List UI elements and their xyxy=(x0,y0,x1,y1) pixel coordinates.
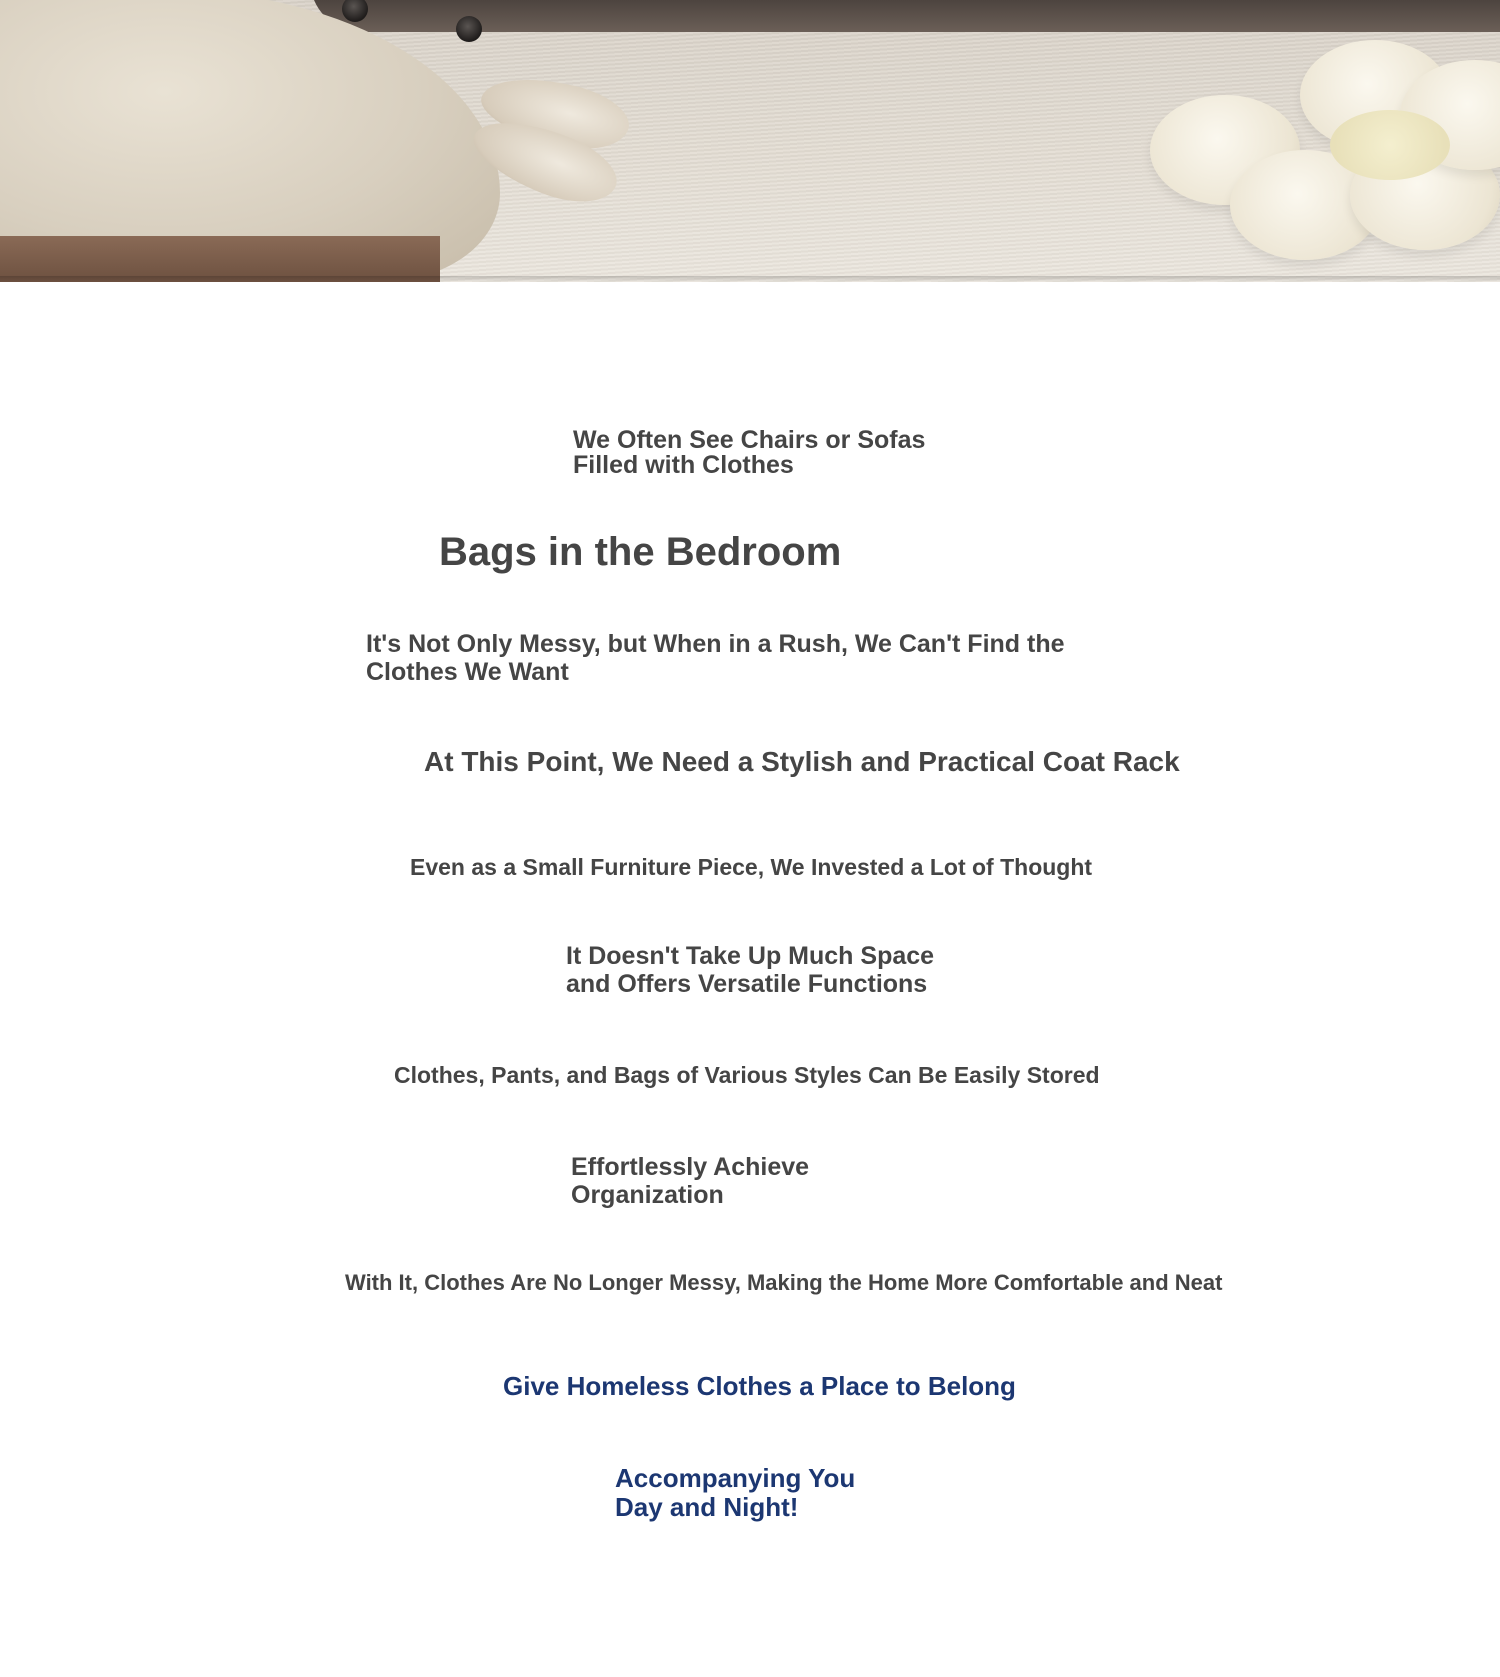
caster-wheel xyxy=(456,16,482,42)
furniture-bottom xyxy=(310,0,1500,32)
text-organization: Effortlessly Achieve Organization xyxy=(571,1153,810,1209)
text-home-neat: With It, Clothes Are No Longer Messy, Making the Home More Comfortable and Neat xyxy=(345,1270,1223,1295)
text-coat-rack-need: At This Point, We Need a Stylish and Practical Coat Rack xyxy=(424,746,1180,777)
headline-bags-bedroom: Bags in the Bedroom xyxy=(439,530,842,574)
text-space-functions: It Doesn't Take Up Much Space and Offers Versatile Functions xyxy=(566,942,935,998)
hero-image xyxy=(0,0,1500,282)
cushion-center xyxy=(1330,110,1450,180)
text-small-furniture: Even as a Small Furniture Piece, We Invested a Lot of Thought xyxy=(410,854,1093,880)
headline-chairs-sofas: We Often See Chairs or Sofas Filled with Clothes xyxy=(573,426,926,479)
text-place-to-belong: Give Homeless Clothes a Place to Belong xyxy=(503,1371,1016,1401)
text-storage-styles: Clothes, Pants, and Bags of Various Styles Can Be Easily Stored xyxy=(394,1062,1100,1088)
text-messy-rush: It's Not Only Messy, but When in a Rush, We Can't Find the Clothes We Want xyxy=(366,630,1065,686)
text-day-and-night: Accompanying You Day and Night! xyxy=(615,1463,856,1523)
image-edge xyxy=(0,276,1500,282)
